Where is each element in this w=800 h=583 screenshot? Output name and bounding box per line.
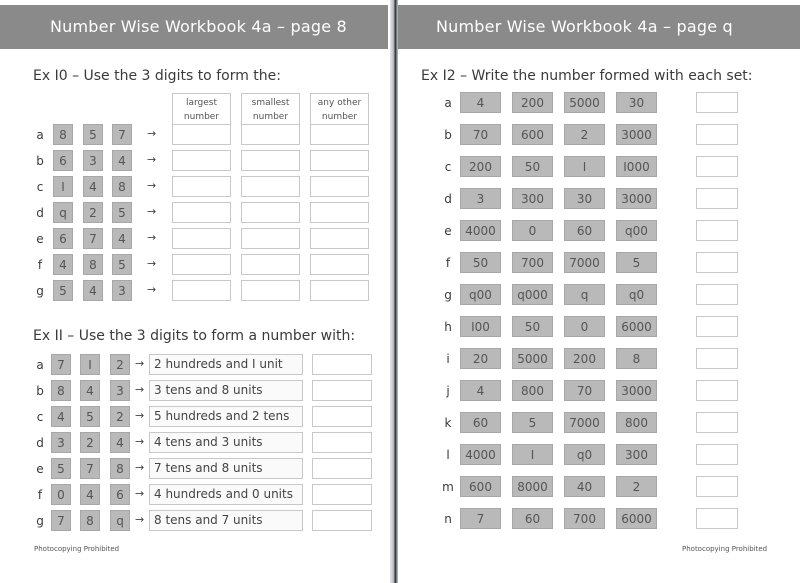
arrow-icon: → [147,283,157,296]
answer-input[interactable] [696,92,738,113]
any-other-number-input[interactable] [310,202,369,223]
table-row [34,510,374,532]
table-row [34,380,374,402]
arrow-icon: → [135,513,145,526]
digit-card: q [53,202,73,223]
number-card: 60 [512,508,553,529]
number-card: 50 [512,156,553,177]
row-letter: d [444,192,452,206]
number-card: 200 [564,348,605,369]
largest-number-input[interactable] [172,228,231,249]
answer-input[interactable] [312,380,372,401]
number-card: q0 [616,284,657,305]
largest-number-input[interactable] [172,124,231,145]
smallest-number-input[interactable] [241,124,300,145]
table-row [34,432,374,454]
number-card: q00 [460,284,501,305]
number-card: 200 [512,92,553,113]
answer-input[interactable] [696,444,738,465]
number-card: 50 [460,252,501,273]
number-card: 50 [512,316,553,337]
number-card: q00 [616,220,657,241]
digit-card: 0 [51,484,71,505]
place-value-description: 4 hundreds and 0 units [149,484,303,505]
column-header-largest [172,93,231,125]
place-value-description: 7 tens and 8 units [149,458,303,479]
table-row [442,156,742,178]
digit-card: 8 [110,458,130,479]
digit-card: 5 [80,406,100,427]
table-row [34,202,374,224]
arrow-icon: → [135,357,145,370]
number-card: 3 [460,188,501,209]
largest-number-input[interactable] [172,202,231,223]
row-letter: a [36,358,44,372]
digit-card: q [110,510,130,531]
row-letter: g [36,284,44,298]
number-card: 7 [460,508,501,529]
row-letter: a [444,96,452,110]
digit-card: 6 [110,484,130,505]
digit-card: 5 [53,280,73,301]
answer-input[interactable] [696,380,738,401]
row-letter: b [444,128,452,142]
table-row [442,124,742,146]
row-letter: c [36,410,44,424]
smallest-number-input[interactable] [241,202,300,223]
digit-card: 7 [51,510,71,531]
place-value-description: 5 hundreds and 2 tens [149,406,303,427]
digit-card: 7 [51,354,71,375]
table-row [442,188,742,210]
number-card: 30 [616,92,657,113]
table-row [442,508,742,530]
any-other-number-input[interactable] [310,150,369,171]
column-header-any-other [310,93,369,125]
number-card: 7000 [564,252,605,273]
exercise-10-title: Ex I0 – Use the 3 digits to form the: [33,68,281,84]
answer-input[interactable] [312,458,372,479]
row-letter: c [36,180,44,194]
number-card: 800 [512,380,553,401]
digit-card: 5 [83,124,103,145]
arrow-icon: → [147,257,157,270]
row-letter: e [36,232,44,246]
table-row [34,228,374,250]
footer-notice: Photocopying Prohibited [34,545,120,553]
digit-card: I [53,176,73,197]
row-letter: d [36,436,44,450]
page-9 [398,0,800,583]
answer-input[interactable] [312,432,372,453]
arrow-icon: → [135,461,145,474]
number-card: 40 [564,476,605,497]
row-letter: g [444,288,452,302]
row-letter: d [36,206,44,220]
digit-card: 8 [83,254,103,275]
column-header-line: any other [317,98,362,108]
table-row [34,124,374,146]
answer-input[interactable] [312,484,372,505]
table-row [442,252,742,274]
row-letter: b [36,384,44,398]
answer-input[interactable] [696,412,738,433]
digit-card: 8 [80,510,100,531]
any-other-number-input[interactable] [310,176,369,197]
digit-card: 7 [112,124,132,145]
digit-card: 5 [51,458,71,479]
digit-card: 4 [53,254,73,275]
exercise-11-title: Ex II – Use the 3 digits to form a number with: [33,328,356,344]
smallest-number-input[interactable] [241,176,300,197]
page-header: Number Wise Workbook 4a – page q [398,5,800,49]
number-card: 5 [616,252,657,273]
number-card: I [512,444,553,465]
digit-card: 2 [110,406,130,427]
table-row [34,354,374,376]
table-row [442,316,742,338]
digit-card: 4 [80,484,100,505]
number-card: 7000 [564,412,605,433]
digit-card: 3 [112,280,132,301]
digit-card: 8 [51,380,71,401]
row-letter: f [445,256,451,270]
row-letter: a [36,128,44,142]
row-letter: i [446,352,450,366]
digit-card: 5 [112,254,132,275]
place-value-description: 4 tens and 3 units [149,432,303,453]
digit-card: 2 [80,432,100,453]
digit-card: 7 [83,228,103,249]
row-letter: g [36,514,44,528]
number-card: 3000 [616,188,657,209]
number-card: 0 [512,220,553,241]
row-letter: n [444,512,452,526]
number-card: 4 [460,380,501,401]
row-letter: m [442,480,454,494]
row-letter: f [37,258,43,272]
answer-input[interactable] [696,316,738,337]
digit-card: 3 [51,432,71,453]
row-letter: c [444,160,452,174]
number-card: 800 [616,412,657,433]
number-card: 60 [460,412,501,433]
number-card: q000 [512,284,553,305]
number-card: q [564,284,605,305]
digit-card: 6 [53,150,73,171]
table-row [34,484,374,506]
number-card: 5000 [512,348,553,369]
digit-card: 2 [83,202,103,223]
table-row [34,280,374,302]
number-card: 6000 [616,508,657,529]
smallest-number-input[interactable] [241,254,300,275]
answer-input[interactable] [696,252,738,273]
row-letter: e [444,224,452,238]
arrow-icon: → [147,153,157,166]
column-header-smallest [241,93,300,125]
exercise-12-title: Ex I2 – Write the number formed with each set: [421,68,753,84]
number-card: 600 [512,124,553,145]
column-header-line: number [183,112,220,122]
number-card: 600 [460,476,501,497]
number-card: 0 [564,316,605,337]
column-header-line: number [252,112,289,122]
row-letter: j [446,384,450,398]
table-row [442,284,742,306]
digit-card: 5 [112,202,132,223]
table-row [34,458,374,480]
any-other-number-input[interactable] [310,228,369,249]
place-value-description: 3 tens and 8 units [149,380,303,401]
table-row [442,412,742,434]
number-card: 8 [616,348,657,369]
number-card: 6000 [616,316,657,337]
number-card: 4000 [460,220,501,241]
table-row [442,92,742,114]
digit-card: 8 [112,176,132,197]
digit-card: 3 [83,150,103,171]
answer-input[interactable] [312,354,372,375]
number-card: 3000 [616,124,657,145]
number-card: 60 [564,220,605,241]
number-card: 2 [564,124,605,145]
column-header-line: largest [185,98,218,108]
answer-input[interactable] [312,406,372,427]
number-card: 3000 [616,380,657,401]
arrow-icon: → [135,383,145,396]
number-card: 300 [616,444,657,465]
table-row [34,150,374,172]
table-row [34,406,374,428]
smallest-number-input[interactable] [241,150,300,171]
column-header-line: number [321,112,358,122]
row-letter: l [446,448,450,462]
digit-card: 4 [110,432,130,453]
place-value-description: 2 hundreds and I unit [149,354,303,375]
number-card: 70 [460,124,501,145]
row-letter: f [37,488,43,502]
answer-input[interactable] [696,508,738,529]
digit-card: 4 [51,406,71,427]
number-card: 700 [564,508,605,529]
digit-card: 4 [83,280,103,301]
arrow-icon: → [147,205,157,218]
table-row [442,476,742,498]
digit-card: 4 [112,228,132,249]
number-card: 70 [564,380,605,401]
answer-input[interactable] [696,220,738,241]
smallest-number-input[interactable] [241,280,300,301]
digit-card: I [80,354,100,375]
arrow-icon: → [135,487,145,500]
table-row [442,220,742,242]
number-card: I [564,156,605,177]
number-card: 300 [512,188,553,209]
largest-number-input[interactable] [172,150,231,171]
largest-number-input[interactable] [172,176,231,197]
number-card: 5 [512,412,553,433]
smallest-number-input[interactable] [241,228,300,249]
number-card: 5000 [564,92,605,113]
page-header: Number Wise Workbook 4a – page 8 [0,5,388,49]
answer-input[interactable] [696,284,738,305]
arrow-icon: → [135,409,145,422]
answer-input[interactable] [312,510,372,531]
arrow-icon: → [135,435,145,448]
number-card: 30 [564,188,605,209]
row-letter: b [36,154,44,168]
largest-number-input[interactable] [172,254,231,275]
digit-card: 7 [80,458,100,479]
answer-input[interactable] [696,476,738,497]
answer-input[interactable] [696,124,738,145]
arrow-icon: → [147,179,157,192]
number-card: 700 [512,252,553,273]
footer-notice: Photocopying Prohibited [682,545,768,553]
digit-card: 4 [80,380,100,401]
any-other-number-input[interactable] [310,254,369,275]
page-8 [0,0,392,583]
digit-card: 4 [112,150,132,171]
digit-card: 8 [53,124,73,145]
largest-number-input[interactable] [172,280,231,301]
digit-card: 2 [110,354,130,375]
number-card: 4 [460,92,501,113]
column-header-line: smallest [251,98,290,108]
table-row [34,176,374,198]
digit-card: 6 [53,228,73,249]
arrow-icon: → [147,231,157,244]
answer-input[interactable] [696,188,738,209]
digit-card: 3 [110,380,130,401]
row-letter: h [444,320,452,334]
number-card: 4000 [460,444,501,465]
table-row [442,444,742,466]
answer-input[interactable] [696,156,738,177]
any-other-number-input[interactable] [310,124,369,145]
number-card: 20 [460,348,501,369]
table-row [442,348,742,370]
number-card: I000 [616,156,657,177]
place-value-description: 8 tens and 7 units [149,510,303,531]
arrow-icon: → [147,127,157,140]
number-card: q0 [564,444,605,465]
any-other-number-input[interactable] [310,280,369,301]
table-row [34,254,374,276]
row-letter: k [444,416,452,430]
table-row [442,380,742,402]
row-letter: e [36,462,44,476]
number-card: 200 [460,156,501,177]
number-card: 8000 [512,476,553,497]
number-card: 2 [616,476,657,497]
answer-input[interactable] [696,348,738,369]
number-card: I00 [460,316,501,337]
digit-card: 4 [83,176,103,197]
